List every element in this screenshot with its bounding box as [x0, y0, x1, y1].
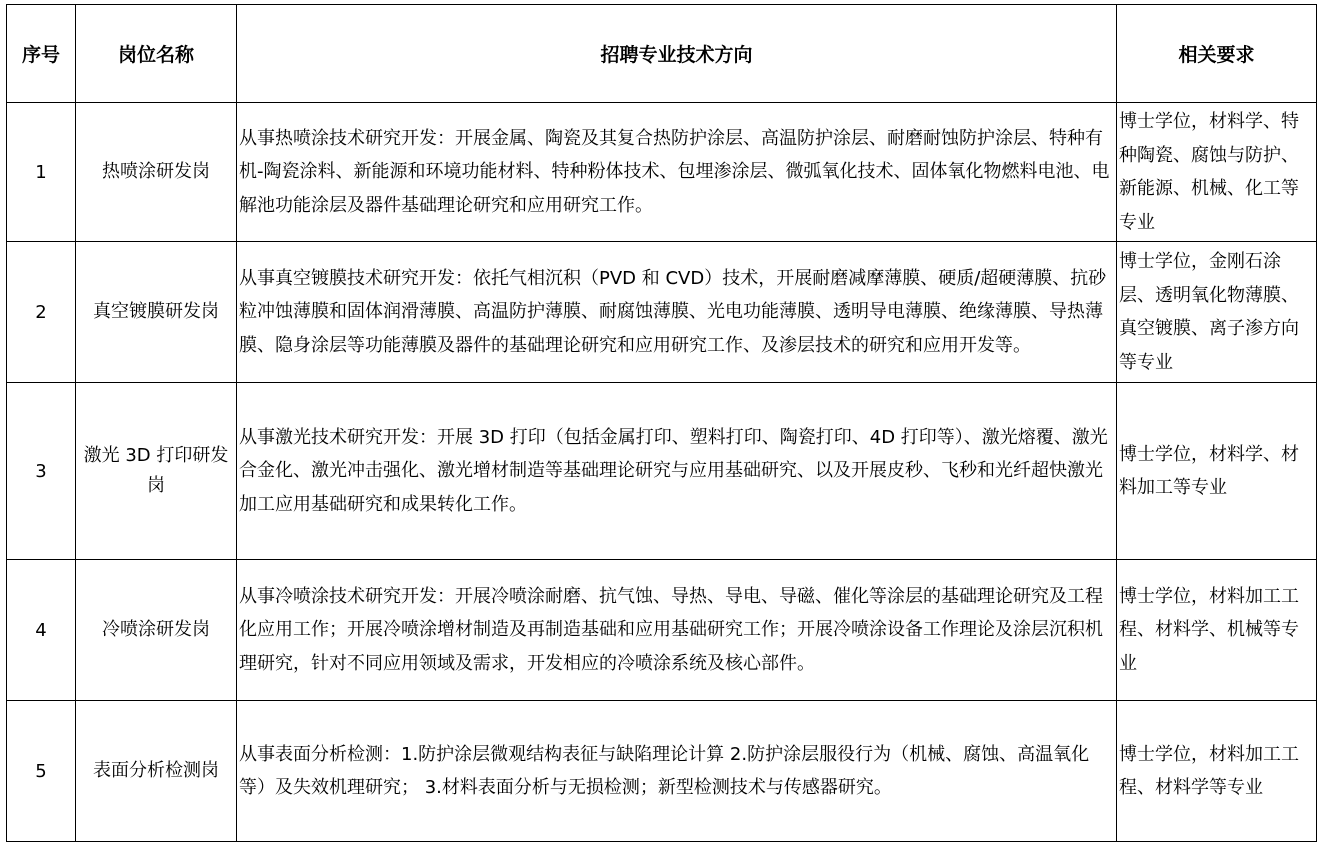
- header-position: 岗位名称: [76, 5, 237, 103]
- cell-requirements: 博士学位，材料加工工程、材料学等专业: [1117, 701, 1317, 842]
- header-row: [7, 5, 1317, 103]
- table-row: [7, 383, 1317, 560]
- cell-position: 冷喷涂研发岗: [76, 560, 237, 701]
- cell-direction: 从事激光技术研究开发：开展 3D 打印（包括金属打印、塑料打印、陶瓷打印、4D 打印等）、激光熔覆、激光合金化、激光冲击强化、激光增材制造等基础理论研究与应用基础研究、以及开展皮秒、飞秒和光纤超快激光加工应用基础研究和成果转化工作。: [237, 383, 1117, 560]
- cell-direction: 从事表面分析检测：1.防护涂层微观结构表征与缺陷理论计算 2.防护涂层服役行为（机械、腐蚀、高温氧化等）及失效机理研究； 3.材料表面分析与无损检测；新型检测技术与传感器研究。: [237, 701, 1117, 842]
- cell-requirements: 博士学位，材料学、材料加工等专业: [1117, 383, 1317, 560]
- table-row: [7, 560, 1317, 701]
- cell-position: 热喷涂研发岗: [76, 103, 237, 242]
- recruitment-table-container: [6, 4, 1317, 842]
- cell-position: 表面分析检测岗: [76, 701, 237, 842]
- header-requirements: 相关要求: [1117, 5, 1317, 103]
- cell-direction: 从事真空镀膜技术研究开发：依托气相沉积（PVD 和 CVD）技术，开展耐磨减摩薄膜、硬质/超硬薄膜、抗砂粒冲蚀薄膜和固体润滑薄膜、高温防护薄膜、耐腐蚀薄膜、光电功能薄膜、透明导电薄膜、绝缘薄膜、导热薄膜、隐身涂层等功能薄膜及器件的基础理论研究和应用研究工作、及渗层技术的研究和应用开发等。: [237, 242, 1117, 383]
- table-row: [7, 242, 1317, 383]
- table-row: [7, 701, 1317, 842]
- cell-requirements: 博士学位，金刚石涂层、透明氧化物薄膜、真空镀膜、离子渗方向等专业: [1117, 242, 1317, 383]
- cell-index: 1: [7, 103, 76, 242]
- cell-direction: 从事热喷涂技术研究开发：开展金属、陶瓷及其复合热防护涂层、高温防护涂层、耐磨耐蚀防护涂层、特种有机-陶瓷涂料、新能源和环境功能材料、特种粉体技术、包埋渗涂层、微弧氧化技术、固体氧化物燃料电池、电解池功能涂层及器件基础理论研究和应用研究工作。: [237, 103, 1117, 242]
- recruitment-table: [6, 4, 1317, 842]
- cell-index: 3: [7, 383, 76, 560]
- cell-index: 2: [7, 242, 76, 383]
- cell-position: 真空镀膜研发岗: [76, 242, 237, 383]
- header-direction: 招聘专业技术方向: [237, 5, 1117, 103]
- cell-requirements: 博士学位，材料加工工程、材料学、机械等专业: [1117, 560, 1317, 701]
- cell-index: 5: [7, 701, 76, 842]
- cell-requirements: 博士学位，材料学、特种陶瓷、腐蚀与防护、新能源、机械、化工等专业: [1117, 103, 1317, 242]
- cell-position: 激光 3D 打印研发岗: [76, 383, 237, 560]
- table-row: [7, 103, 1317, 242]
- cell-index: 4: [7, 560, 76, 701]
- cell-direction: 从事冷喷涂技术研究开发：开展冷喷涂耐磨、抗气蚀、导热、导电、导磁、催化等涂层的基础理论研究及工程化应用工作；开展冷喷涂增材制造及再制造基础和应用基础研究工作；开展冷喷涂设备工作理论及涂层沉积机理研究，针对不同应用领域及需求，开发相应的冷喷涂系统及核心部件。: [237, 560, 1117, 701]
- header-index: 序号: [7, 5, 76, 103]
